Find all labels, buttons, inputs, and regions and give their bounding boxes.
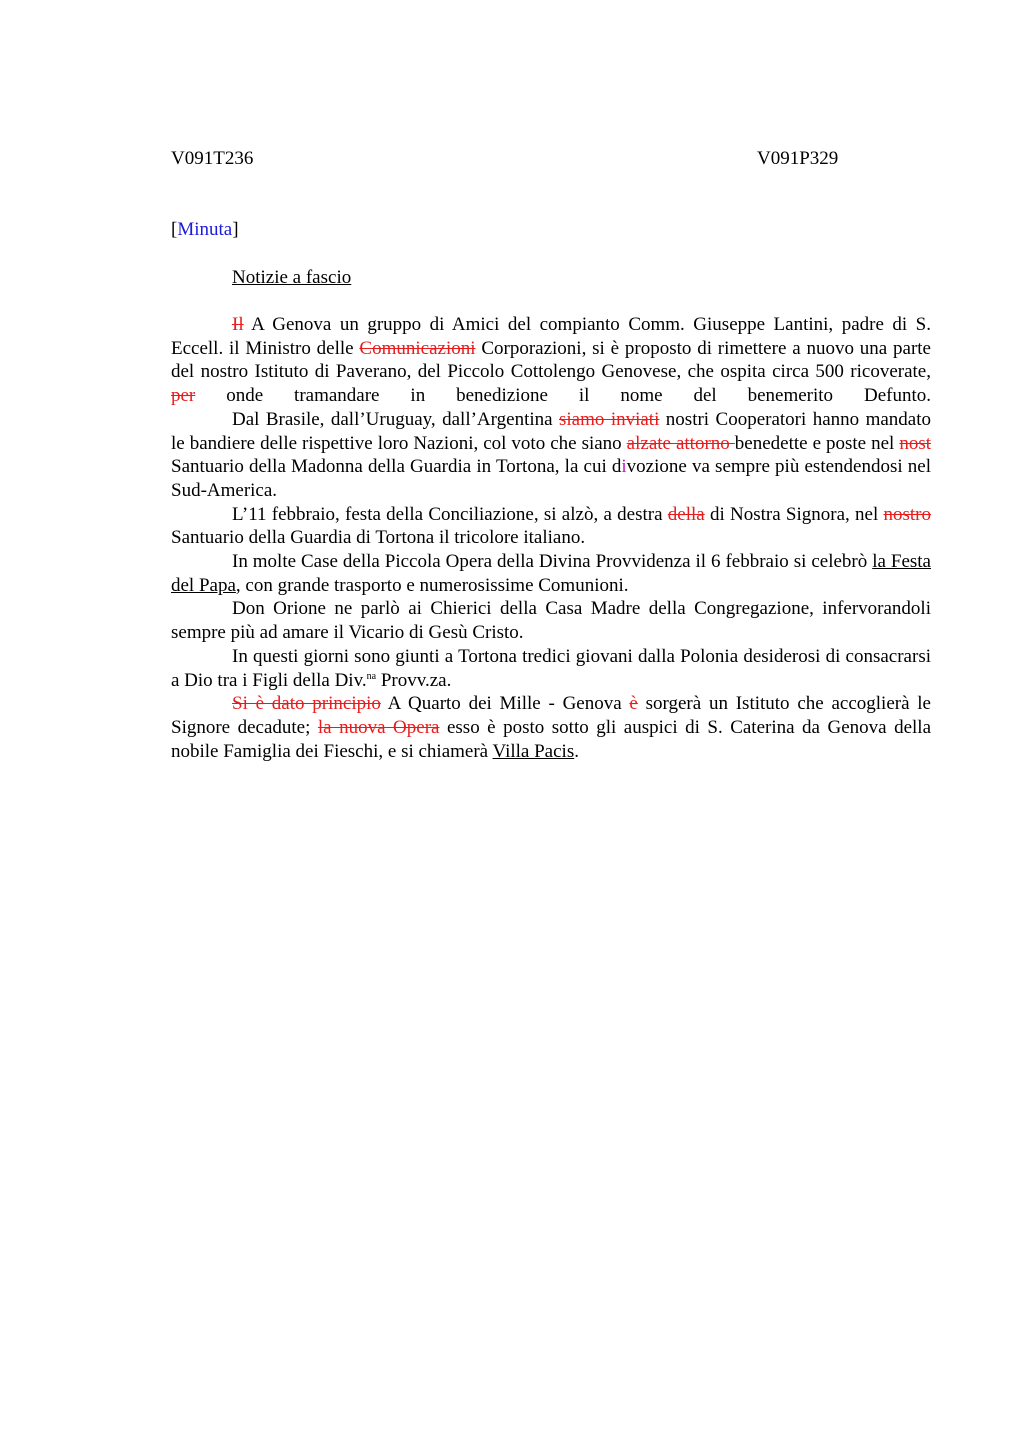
inserted-letter: i [621, 456, 627, 478]
paragraph-text: nostri Cooperatori hanno mandato le bandiere delle rispettive loro Nazioni, col voto che siano [171, 408, 931, 454]
title-text: Notizie a fascio [232, 267, 352, 288]
paragraph-text: Santuario della Madonna della Guardia in Tortona, la cui d [171, 456, 622, 478]
paragraph-3 [171, 503, 931, 550]
paragraph-text: di Nostra Signora, nel [704, 503, 884, 525]
paragraph-text: esso è posto sotto gli auspici di S. Caterina da Genova della nobile Famiglia dei Fieschi, e si chiamerà [171, 716, 931, 762]
deleted-text: siamo inviati [559, 408, 660, 430]
deleted-text: nostro [883, 503, 931, 525]
paragraph-5 [171, 597, 931, 644]
paragraph-text: A Genova un gruppo di Amici del compianto Comm. Giuseppe Lantini, padre di S. Eccell. il Ministro delle [171, 314, 931, 359]
deleted-text: della [667, 503, 705, 525]
bracket-open: [ [171, 219, 178, 240]
paragraph-4 [171, 550, 931, 597]
paragraph-text: Corporazioni, si è proposto di rimettere a nuovo una parte del nostro Istituto di Paverano, del Piccolo Cottolengo Genovese, che ospita circa 500 ricoverate, [171, 337, 931, 383]
superscript-text: na [366, 670, 377, 682]
paragraph-7 [171, 692, 931, 763]
deleted-text: nost [899, 432, 931, 454]
underlined-text: Villa Pacis [492, 740, 575, 762]
paragraph-text: L’11 febbraio, festa della Conciliazione, si alzò, a destra [232, 503, 668, 525]
paragraph-text: onde tramandare in benedizione il nome del benemerito Defunto. [195, 385, 931, 407]
deleted-text: alzate attorno [626, 432, 735, 454]
paragraph-text: , con grande trasporto e numerosissime Comunioni. [235, 574, 629, 596]
deleted-text: Comunicazioni [359, 337, 476, 359]
document-code-right: V091P329 [757, 148, 839, 169]
paragraph-2 [171, 408, 931, 503]
minuta-word: Minuta [177, 219, 233, 240]
deleted-text: la nuova Opera [317, 716, 440, 738]
paragraph-6 [171, 645, 931, 692]
paragraph-text: A Quarto dei Mille - Genova [380, 693, 630, 715]
paragraph-1 [171, 313, 931, 408]
paragraph-text: In molte Case della Piccola Opera della Divina Provvidenza il 6 febbraio si celebrò [232, 551, 873, 573]
document-code-left: V091T236 [171, 148, 254, 169]
document-title [232, 266, 351, 290]
deleted-text: è [629, 693, 638, 715]
bracket-close: ] [232, 219, 239, 240]
paragraph-text: Provv.za. [376, 669, 452, 691]
paragraph-text: Santuario della Guardia di Tortona il tricolore italiano. [171, 527, 586, 549]
paragraph-text: vozione va sempre più estendendosi nel Sud-America. [171, 456, 931, 501]
paragraph-text: Don Orione ne parlò ai Chierici della Casa Madre della Congregazione, infervorandoli sempre più ad amare il Vicario di Gesù Cristo. [171, 598, 931, 644]
paragraph-text: In questi giorni sono giunti a Tortona tredici giovani dalla Polonia desiderosi di consacrarsi a Dio tra i Figli della Div. [171, 645, 931, 691]
underlined-text: la Festa del Papa [171, 551, 931, 596]
document-body [171, 313, 931, 763]
paragraph-text: benedette e poste nel [734, 432, 900, 454]
paragraph-text: Dal Brasile, dall’Uruguay, dall’Argentina [232, 408, 559, 430]
paragraph-text: . [574, 740, 579, 762]
deleted-text: Il [232, 314, 244, 335]
deleted-text: per [171, 385, 196, 407]
paragraph-text: sorgerà un Istituto che accoglierà le Signore decadute; [171, 693, 931, 738]
deleted-text: Si è dato principio [232, 693, 381, 715]
minuta-label [171, 218, 239, 242]
